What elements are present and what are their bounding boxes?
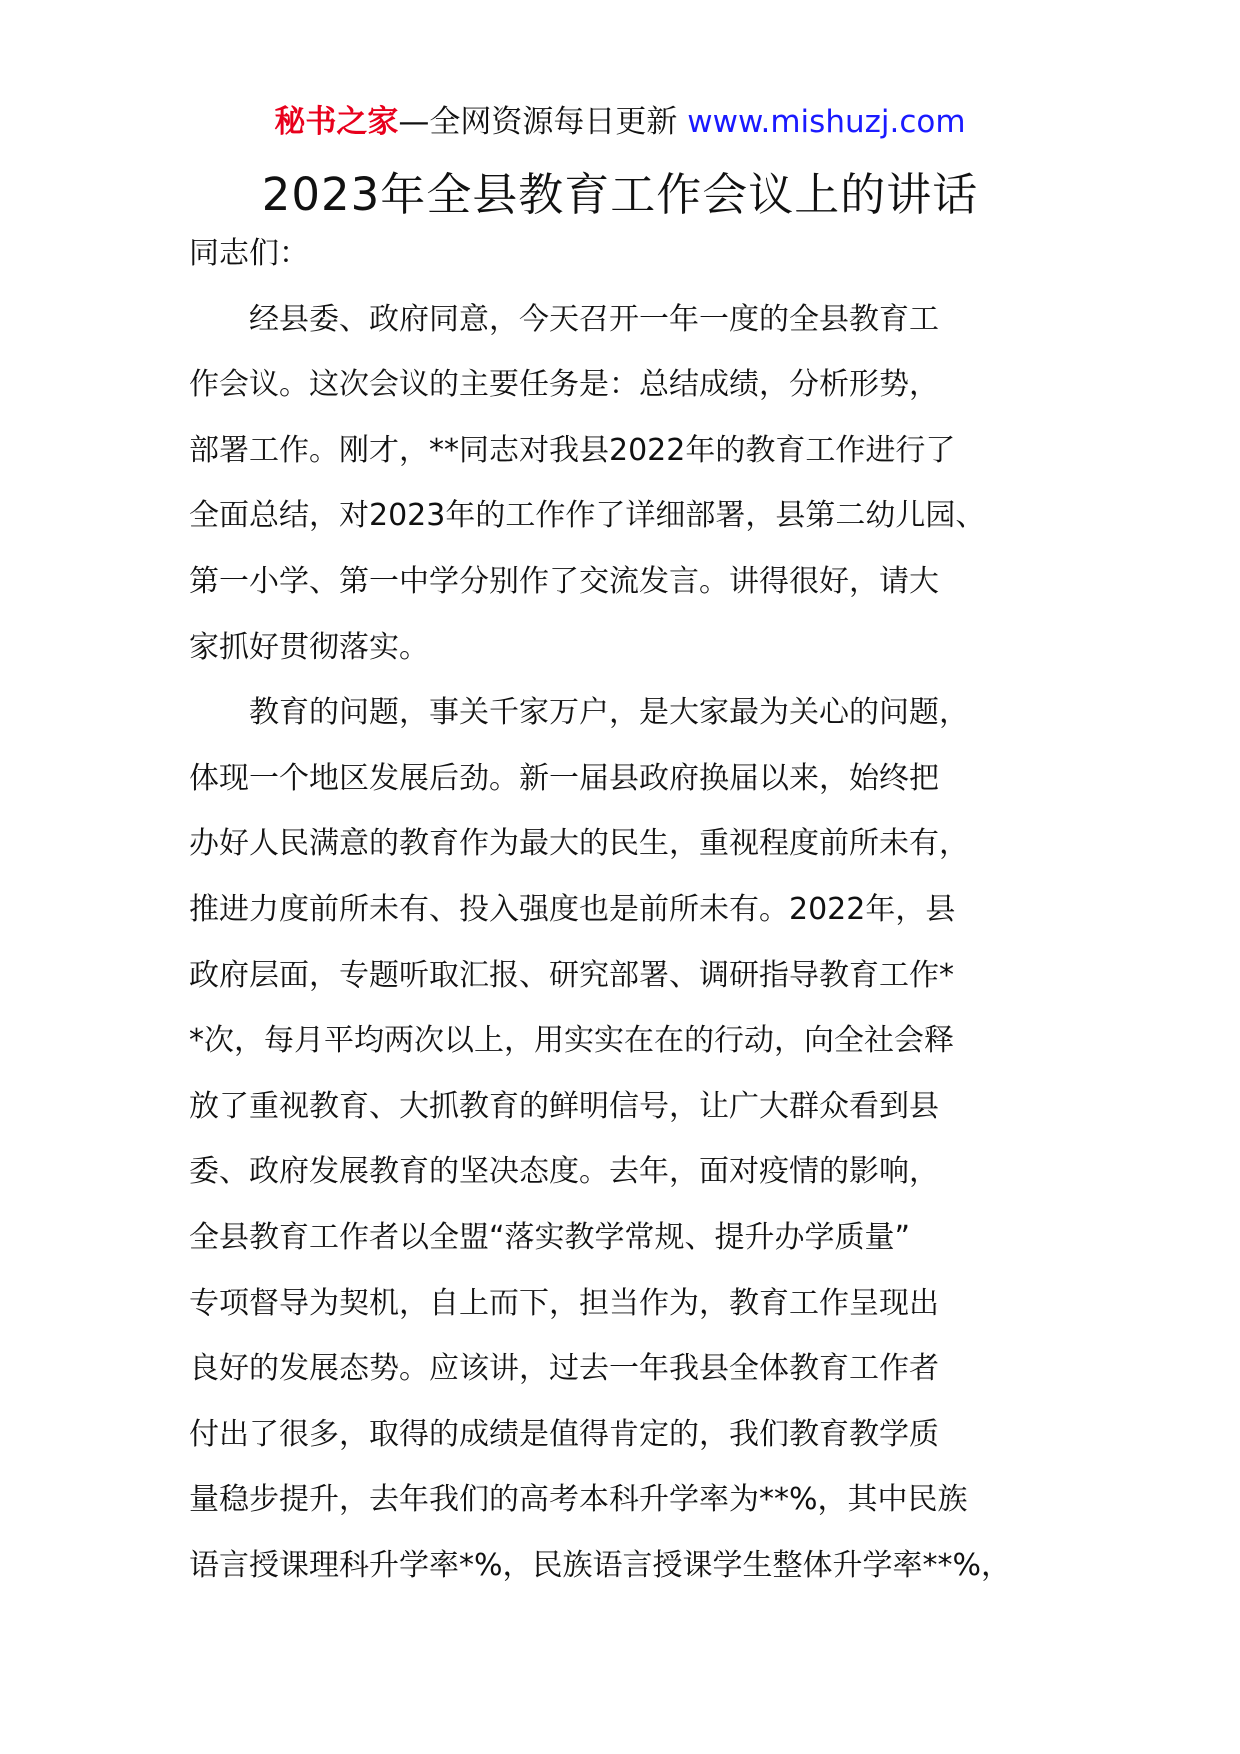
watermark-banner xyxy=(0,100,1240,144)
text-line: 教育的问题，事关千家万户，是大家最为关心的问题， xyxy=(189,695,969,731)
text-line: 委、政府发展教育的坚决态度。去年，面对疫情的影响， xyxy=(189,1154,939,1190)
salutation: 同志们： xyxy=(189,236,309,271)
brand-name: 秘书之家 xyxy=(274,104,399,140)
brand-slogan: —全网资源每日更新 xyxy=(398,104,678,140)
text-line: 推进力度前所未有、投入强度也是前所未有。2022年，县 xyxy=(189,891,956,927)
text-line: 量稳步提升，去年我们的高考本科升学率为**%，其中民族 xyxy=(189,1482,968,1518)
text-line: 第一小学、第一中学分别作了交流发言。讲得很好，请大 xyxy=(189,563,939,599)
text-line: 政府层面，专题听取汇报、研究部署、调研指导教育工作* xyxy=(189,957,954,993)
document-title: 2023年全县教育工作会议上的讲话 xyxy=(261,168,979,221)
text-line: 办好人民满意的教育作为最大的民生，重视程度前所未有， xyxy=(189,826,969,862)
website-link[interactable]: www.mishuzj.com xyxy=(687,104,966,140)
text-line: 全面总结，对2023年的工作作了详细部署，县第二幼儿园、 xyxy=(189,498,986,534)
text-line: 部署工作。刚才，**同志对我县2022年的教育工作进行了 xyxy=(189,432,956,468)
text-line: 作会议。这次会议的主要任务是：总结成绩，分析形势， xyxy=(189,367,939,403)
text-line: *次，每月平均两次以上，用实实在在的行动，向全社会释 xyxy=(189,1023,954,1059)
text-line: 全县教育工作者以全盟“落实教学常规、提升办学质量” xyxy=(189,1219,911,1255)
text-line: 付出了很多，取得的成绩是值得肯定的，我们教育教学质 xyxy=(189,1416,939,1452)
text-line: 语言授课理科升学率*%，民族语言授课学生整体升学率**%， xyxy=(189,1547,1012,1583)
text-line: 经县委、政府同意，今天召开一年一度的全县教育工 xyxy=(189,301,939,337)
text-line: 放了重视教育、大抓教育的鲜明信号，让广大群众看到县 xyxy=(189,1088,939,1124)
text-line: 良好的发展态势。应该讲，过去一年我县全体教育工作者 xyxy=(189,1351,939,1387)
document-body xyxy=(189,232,1089,1609)
text-line: 家抓好贯彻落实。 xyxy=(189,629,429,665)
text-line: 专项督导为契机，自上而下，担当作为，教育工作呈现出 xyxy=(189,1285,939,1321)
text-line: 体现一个地区发展后劲。新一届县政府换届以来，始终把 xyxy=(189,760,939,796)
